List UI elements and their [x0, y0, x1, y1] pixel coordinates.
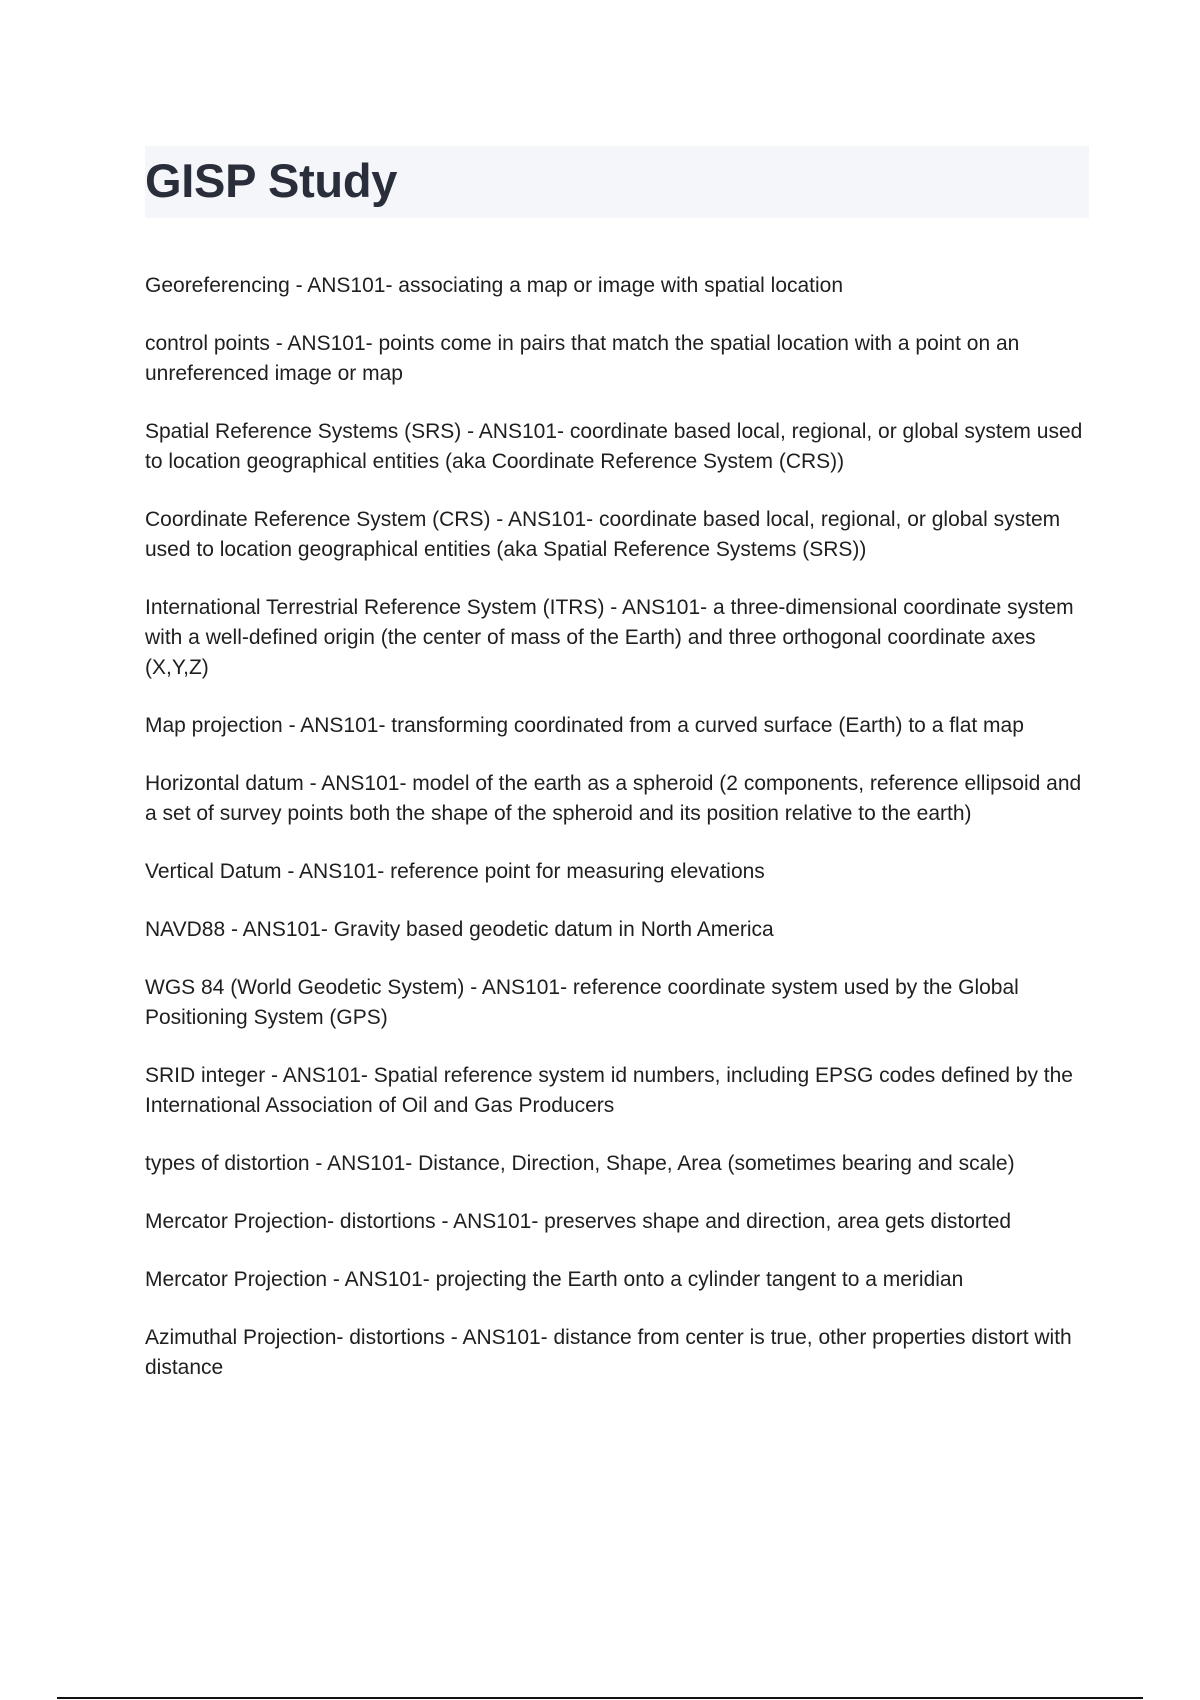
list-item: Horizontal datum - ANS101- model of the earth as a spheroid (2 components, reference ellipsoid and a set of survey points both the shape of the spheroid and its position relative to the earth): [145, 772, 1082, 825]
entry-list: [145, 271, 1095, 1411]
list-item: NAVD88 - ANS101- Gravity based geodetic datum in North America: [145, 918, 774, 941]
page-title: GISP Study: [145, 154, 398, 207]
list-item: types of distortion - ANS101- Distance, Direction, Shape, Area (sometimes bearing and scale): [145, 1152, 1015, 1175]
list-item: Azimuthal Projection- distortions - ANS101- distance from center is true, other properties distort with distance: [145, 1326, 1072, 1379]
title-band: [145, 146, 1089, 218]
list-item: control points - ANS101- points come in pairs that match the spatial location with a point on an unreferenced image or map: [145, 332, 1020, 385]
list-item: Mercator Projection- distortions - ANS101- preserves shape and direction, area gets distorted: [145, 1210, 1012, 1233]
list-item: Spatial Reference Systems (SRS) - ANS101- coordinate based local, regional, or global system used to location geographical entities (aka Coordinate Reference System (CRS)): [145, 420, 1083, 473]
list-item: Vertical Datum - ANS101- reference point for measuring elevations: [145, 860, 765, 883]
list-item: Coordinate Reference System (CRS) - ANS101- coordinate based local, regional, or global system used to location geographical entities (aka Spatial Reference Systems (SRS)): [145, 508, 1061, 561]
list-item: WGS 84 (World Geodetic System) - ANS101- reference coordinate system used by the Global Positioning System (GPS): [145, 976, 1019, 1029]
list-item: Georeferencing - ANS101- associating a map or image with spatial location: [145, 274, 844, 297]
list-item: Mercator Projection - ANS101- projecting the Earth onto a cylinder tangent to a meridian: [145, 1268, 964, 1291]
list-item: International Terrestrial Reference System (ITRS) - ANS101- a three-dimensional coordinate system with a well-defined origin (the center of mass of the Earth) and three orthogonal coordinate axes (X,Y,Z): [145, 596, 1074, 679]
list-item: SRID integer - ANS101- Spatial reference system id numbers, including EPSG codes defined by the International Association of Oil and Gas Producers: [145, 1064, 1073, 1117]
list-item: Map projection - ANS101- transforming coordinated from a curved surface (Earth) to a flat map: [145, 714, 1024, 737]
page-bottom-divider: [57, 1697, 1143, 1699]
